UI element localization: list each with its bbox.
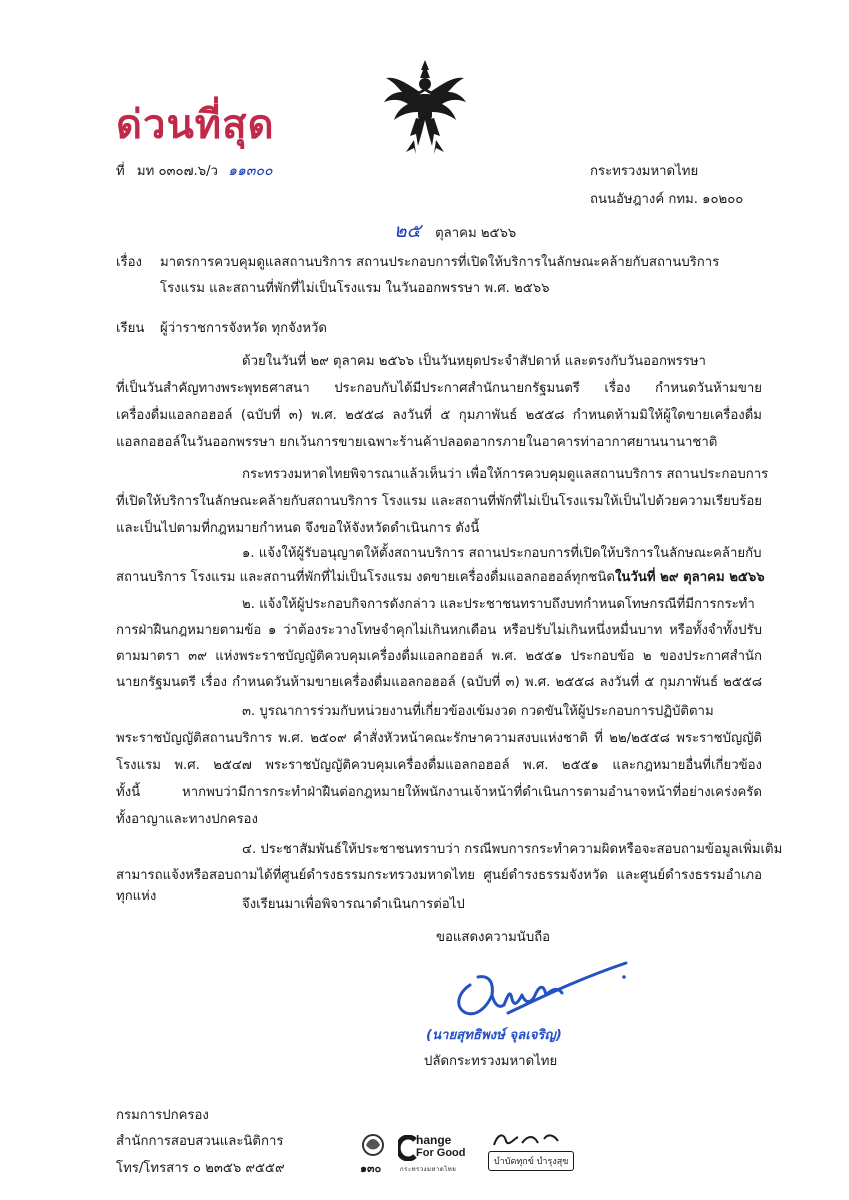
urgency-stamp: ด่วนที่สุด — [116, 101, 275, 148]
footer-office: สำนักการสอบสวนและนิติการ — [116, 1134, 284, 1149]
bamrung-suk-banner: บำบัดทุกข์ บำรุงสุข — [488, 1151, 574, 1171]
item-4-line-2: สามารถแจ้งหรือสอบถามได้ที่ศูนย์ดำรงธรรมกระทรวงมหาดไทย ศูนย์ดำรงธรรมจังหวัด และศูนย์ดำรงธรรมอำเภอทุกแห่ง — [116, 868, 762, 904]
ministry-name: กระทรวงมหาดไทย — [590, 164, 699, 179]
ministry-address: ถนนอัษฎางค์ กทม. ๑๐๒๐๐ — [590, 192, 744, 207]
anniversary-number: ๑๓๐ — [360, 1162, 382, 1175]
item-3-line-3: โรงแรม พ.ศ. ๒๕๔๗ พระราชบัญญัติควบคุมเครื่องดื่มแอลกอฮอล์ พ.ศ. ๒๕๕๑ และกฎหมายอื่นที่เกี่ยวข้อง — [116, 758, 762, 773]
item-1-date-emphasis: ในวันที่ ๒๙ ตุลาคม ๒๕๖๖ — [614, 570, 765, 585]
item-2-line-1: ๒. แจ้งให้ผู้ประกอบกิจการดังกล่าว และประชาชนทราบถึงบทกำหนดโทษกรณีที่มีการกระทำ — [242, 597, 755, 612]
letter-date — [394, 216, 516, 246]
addressee-label: เรียน — [116, 321, 145, 336]
item-1-line-2 — [116, 566, 765, 587]
bamrung-suk-logo — [488, 1129, 578, 1175]
paragraph-2-line-2: ที่เปิดให้บริการในลักษณะคล้ายกับสถานบริการ โรงแรม และสถานที่พักที่ไม่เป็นโรงแรมให้เป็นไปด้วยความเรียบร้อย — [116, 494, 762, 509]
addressee-text: ผู้ว่าราชการจังหวัด ทุกจังหวัด — [160, 321, 327, 336]
anniversary-emblem-icon — [352, 1131, 394, 1161]
item-2-line-4: นายกรัฐมนตรี เรื่อง กำหนดวันห้ามขายเครื่องดื่มแอลกอฮอล์ (ฉบับที่ ๓) พ.ศ. ๒๕๕๘ ลงวันที่ ๕ กุมภาพันธ์ ๒๕๕๘ — [116, 675, 762, 690]
regards-text: ขอแสดงความนับถือ — [436, 930, 551, 945]
paragraph-2-line-3: และเป็นไปตามที่กฎหมายกำหนด จึงขอให้จังหวัดดำเนินการ ดังนี้ — [116, 521, 480, 536]
item-2-line-3: ตามมาตรา ๓๙ แห่งพระราชบัญญัติควบคุมเครื่องดื่มแอลกอฮอล์ พ.ศ. ๒๕๕๑ ประกอบข้อ ๒ ของประกาศสำนัก — [116, 649, 762, 664]
ref-label: ที่ — [116, 164, 125, 179]
garuda-emblem — [380, 56, 470, 156]
subject-line-2: โรงแรม และสถานที่พักที่ไม่เป็นโรงแรม ในวันออกพรรษา พ.ศ. ๒๕๖๖ — [160, 281, 550, 296]
change-sub-text: กระทรวงมหาดไทย — [400, 1166, 457, 1173]
ref-number-handwritten: ๑๑๓๐๐ — [228, 163, 273, 179]
change-c-icon — [398, 1135, 418, 1161]
moi-script-icon — [488, 1129, 568, 1149]
item-1-line-1: ๑. แจ้งให้ผู้รับอนุญาตให้ตั้งสถานบริการ สถานประกอบการที่เปิดให้บริการในลักษณะคล้ายกับ — [242, 546, 762, 561]
subject-label: เรื่อง — [116, 255, 142, 270]
item-3-line-5: ทั้งอาญาและทางปกครอง — [116, 812, 258, 827]
subject-line-1: มาตรการควบคุมดูแลสถานบริการ สถานประกอบการที่เปิดให้บริการในลักษณะคล้ายกับสถานบริการ — [160, 255, 720, 270]
date-month-year: ตุลาคม ๒๕๖๖ — [435, 226, 517, 241]
change-text: hange — [416, 1133, 452, 1147]
signatory-name: (นายสุทธิพงษ์ จุลเจริญ) — [426, 1028, 562, 1043]
handwritten-signature — [448, 955, 638, 1025]
paragraph-1-line-4: แอลกอฮอล์ในวันออกพรรษา ยกเว้นการขายเฉพาะร้านค้าปลอดอากรภายในอาคารท่าอากาศยานนานาชาติ — [116, 435, 718, 450]
item-3-line-2: พระราชบัญญัติสถานบริการ พ.ศ. ๒๕๐๙ คำสั่งหัวหน้าคณะรักษาความสงบแห่งชาติ ที่ ๒๒/๒๕๕๘ พระราชบัญญัติ — [116, 731, 762, 746]
item-2-line-2: การฝ่าฝืนกฎหมายตามข้อ ๑ ว่าต้องระวางโทษจำคุกไม่เกินหกเดือน หรือปรับไม่เกินหนึ่งหมื่นบาท หรือทั้งจำทั้งปรับ — [116, 623, 762, 638]
date-day-handwritten: ๒๕ — [394, 220, 421, 242]
paragraph-2-line-1: กระทรวงมหาดไทยพิจารณาแล้วเห็นว่า เพื่อให้การควบคุมดูแลสถานบริการ สถานประกอบการ — [242, 467, 769, 482]
footer-department: กรมการปกครอง — [116, 1108, 209, 1123]
item-3-line-4: ทั้งนี้ หากพบว่ามีการกระทำฝ่าฝืนต่อกฎหมายให้พนักงานเจ้าหน้าที่ดำเนินการตามอำนาจหน้าที่อย่างเคร่งครัด — [116, 785, 762, 800]
ref-code: มท ๐๓๐๗.๖/ว — [136, 164, 218, 179]
signatory-position: ปลัดกระทรวงมหาดไทย — [424, 1054, 558, 1069]
for-good-text: For Good — [416, 1147, 466, 1159]
item-1-line-2-text: สถานบริการ โรงแรม และสถานที่พักที่ไม่เป็นโรงแรม งดขายเครื่องดื่มแอลกอฮอล์ทุกชนิด — [116, 570, 615, 585]
reference-number — [116, 160, 273, 182]
paragraph-1-line-3: เครื่องดื่มแอลกอฮอล์ (ฉบับที่ ๓) พ.ศ. ๒๕๕๘ ลงวันที่ ๕ กุมภาพันธ์ ๒๕๕๘ กำหนดห้ามมิให้ผู้ใดขายเครื่องดื่ม — [116, 408, 762, 423]
paragraph-1-line-1: ด้วยในวันที่ ๒๙ ตุลาคม ๒๕๖๖ เป็นวันหยุดประจำสัปดาห์ และตรงกับวันออกพรรษา — [242, 354, 706, 369]
closing-sentence: จึงเรียนมาเพื่อพิจารณาดำเนินการต่อไป — [242, 897, 465, 912]
item-3-line-1: ๓. บูรณาการร่วมกับหน่วยงานที่เกี่ยวข้องเข้มงวด กวดขันให้ผู้ประกอบการปฏิบัติตาม — [242, 704, 714, 719]
item-4-line-1: ๔. ประชาสัมพันธ์ให้ประชาชนทราบว่า กรณีพบการกระทำความผิดหรือจะสอบถามข้อมูลเพิ่มเติม — [242, 842, 783, 857]
paragraph-1-line-2: ที่เป็นวันสำคัญทางพระพุทธศาสนา ประกอบกับได้มีประกาศสำนักนายกรัฐมนตรี เรื่อง กำหนดวันห้ามขาย — [116, 381, 762, 396]
change-for-good-logo — [398, 1133, 480, 1177]
footer-phone: โทร/โทรสาร ๐ ๒๓๕๖ ๙๕๕๙ — [116, 1161, 285, 1176]
anniversary-logo — [352, 1131, 394, 1175]
